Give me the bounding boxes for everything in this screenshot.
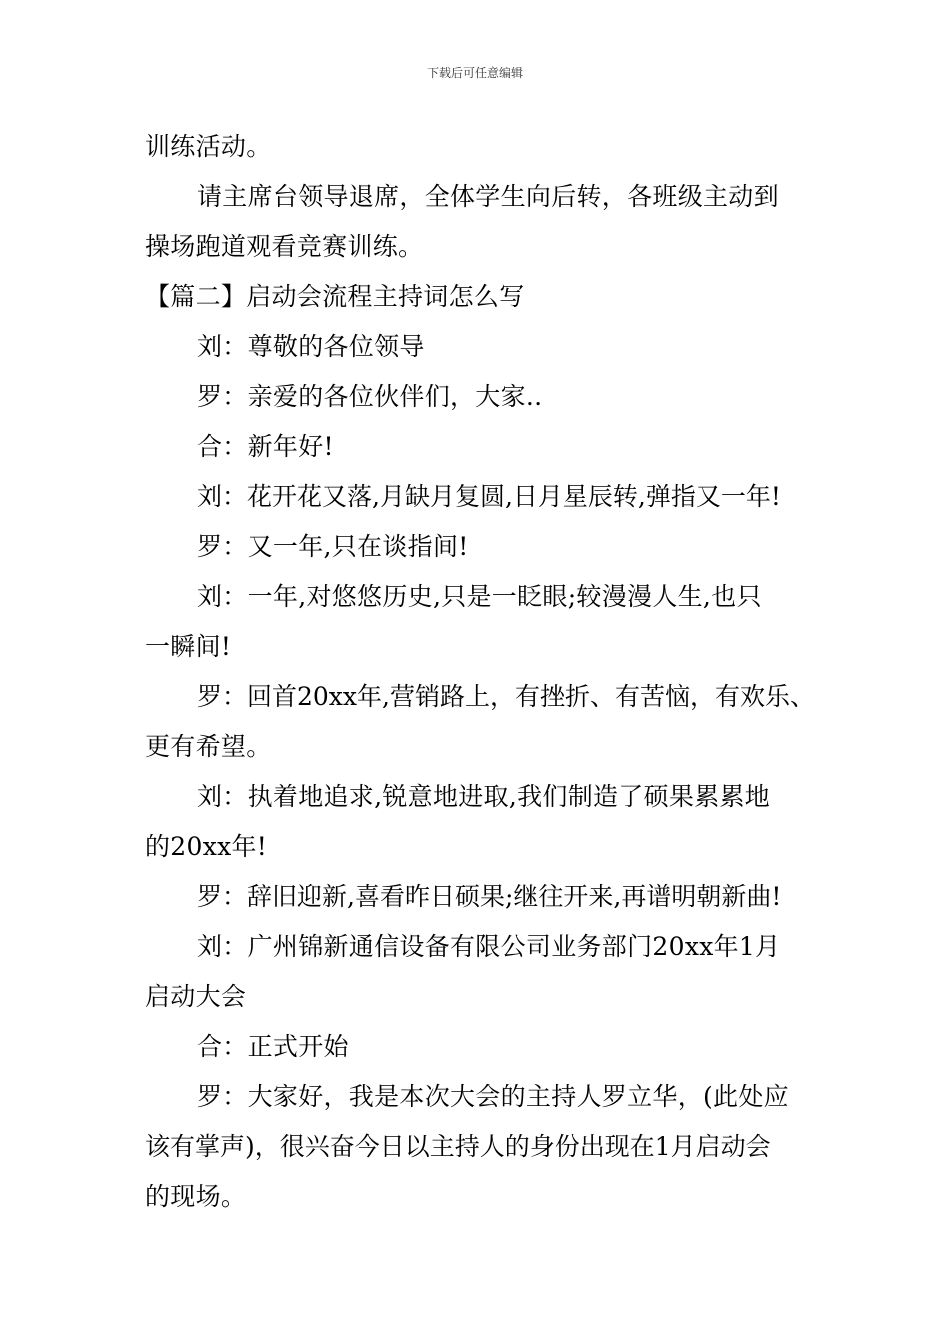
text-line: 刘：花开花又落,月缺月复圆,日月星辰转,弹指又一年!: [197, 482, 781, 511]
text-line: 罗：亲爱的各位伙伴们，大家..: [197, 382, 543, 411]
text-line: 罗：辞旧迎新,喜看昨日硕果;继往开来,再谱明朝新曲!: [197, 882, 782, 911]
document-body: [145, 122, 815, 1222]
text-line: 罗：大家好，我是本次大会的主持人罗立华，(此处应: [197, 1082, 789, 1111]
text-line: 的20xx年!: [145, 832, 268, 861]
text-line: 训练活动。: [145, 132, 272, 161]
text-line: 罗：又一年,只在谈指间!: [197, 532, 469, 561]
page-header: 下载后可任意编辑: [426, 66, 523, 80]
text-line: 罗：回首20xx年,营销路上，有挫折、有苦恼，有欢乐、: [197, 682, 815, 711]
text-line: 的现场。: [145, 1182, 247, 1211]
text-line: 更有希望。: [145, 732, 272, 761]
text-line: 刘：尊敬的各位领导: [197, 332, 425, 361]
text-line: 刘：执着地追求,锐意地进取,我们制造了硕果累累地: [197, 782, 771, 811]
text-line: 刘：一年,对悠悠历史,只是一眨眼;较漫漫人生,也只: [197, 582, 762, 611]
text-line: 请主席台领导退席，全体学生向后转，各班级主动到: [197, 182, 779, 211]
section-heading: 【篇二】启动会流程主持词怎么写: [145, 282, 525, 311]
text-line: 启动大会: [145, 982, 247, 1011]
text-line: 刘：广州锦新通信设备有限公司业务部门20xx年1月: [197, 932, 781, 961]
text-line: 该有掌声)，很兴奋今日以主持人的身份出现在1月启动会: [145, 1132, 771, 1161]
text-line: 操场跑道观看竞赛训练。: [145, 232, 424, 261]
text-line: 合：正式开始: [197, 1032, 349, 1061]
text-line: 一瞬间!: [145, 632, 232, 661]
text-line: 合：新年好!: [197, 432, 334, 461]
